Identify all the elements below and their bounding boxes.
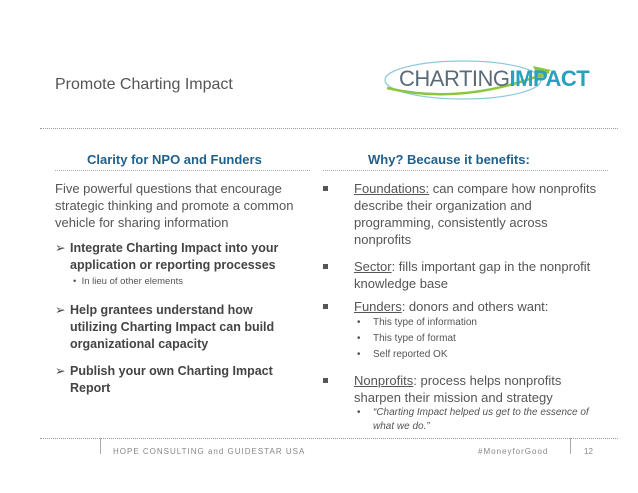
funders-subitem [357, 332, 597, 346]
right-item-label: Sector [354, 259, 392, 274]
logo-word-charting: CHARTING [399, 66, 510, 91]
page-number: 12 [584, 447, 593, 456]
funders-subitem-text: This type of information [373, 317, 477, 328]
right-item-funders [323, 298, 608, 315]
arrow-bullet-icon: ➢ [55, 241, 66, 255]
left-item-publish [55, 363, 305, 397]
square-bullet-icon [323, 304, 328, 309]
right-item-text: can compare how nonprofits describe their organization and programming, consistently across nonprofits [354, 181, 597, 247]
funders-subitem-text: This type of format [373, 333, 456, 344]
bullet-dot-icon: • [357, 333, 361, 344]
footer-divider [40, 438, 618, 439]
right-item-sector [323, 258, 608, 292]
funders-subitem [357, 348, 597, 362]
footer-org-text: HOPE CONSULTING and GUIDESTAR USA [113, 447, 306, 456]
right-item-text: : process helps nonprofits sharpen their mission and strategy [354, 373, 562, 405]
logo-word-impact: IMPACT [509, 66, 590, 91]
right-item-label: Foundations: [354, 181, 430, 196]
right-item-nonprofits [323, 372, 608, 406]
bullet-dot-icon: • [73, 276, 82, 287]
nonprofits-quote-item [357, 406, 597, 434]
left-column-heading: Clarity for NPO and Funders [87, 152, 262, 167]
nonprofits-quote-text: “Charting Impact helped us get to the essence of what we do.” [373, 407, 589, 432]
square-bullet-icon [323, 378, 328, 383]
bullet-dot-icon: • [357, 349, 361, 360]
right-item-label: Funders [354, 299, 402, 314]
left-subitem [73, 276, 183, 287]
funders-subitem-text: Self reported OK [373, 349, 448, 360]
bullet-dot-icon: • [357, 317, 361, 328]
right-item-text: : donors and others want: [401, 299, 549, 314]
left-item-text: Publish your own Charting Impact Report [70, 364, 273, 395]
right-column-heading: Why? Because it benefits: [368, 152, 530, 167]
title-divider [40, 128, 618, 129]
charting-impact-logo [383, 58, 590, 104]
square-bullet-icon [323, 186, 328, 191]
footer-right-bar [570, 438, 571, 454]
left-heading-rule [55, 170, 310, 171]
bullet-dot-icon: • [357, 407, 361, 418]
right-heading-rule [323, 170, 608, 171]
footer-hashtag: #MoneyforGood [478, 447, 549, 456]
left-item-help-grantees [55, 302, 305, 353]
right-item-text: : fills important gap in the nonprofit knowledge base [354, 259, 591, 291]
left-item-text: Help grantees understand how utilizing Charting Impact can build organizational capacity [70, 303, 275, 351]
arrow-bullet-icon: ➢ [55, 303, 66, 317]
right-item-label: Nonprofits [354, 373, 414, 388]
left-subitem-text: In lieu of other elements [81, 276, 184, 287]
footer-left-bar [100, 438, 101, 454]
right-item-foundations [323, 180, 608, 248]
arrow-bullet-icon: ➢ [55, 364, 66, 378]
funders-subitem [357, 316, 597, 330]
left-item-integrate [55, 240, 305, 274]
square-bullet-icon [323, 264, 328, 269]
slide-title: Promote Charting Impact [55, 76, 233, 93]
left-item-text: Integrate Charting Impact into your application or reporting processes [70, 241, 279, 272]
left-intro-text: Five powerful questions that encourage strategic thinking and promote a common vehicle for sharing information [55, 181, 294, 230]
